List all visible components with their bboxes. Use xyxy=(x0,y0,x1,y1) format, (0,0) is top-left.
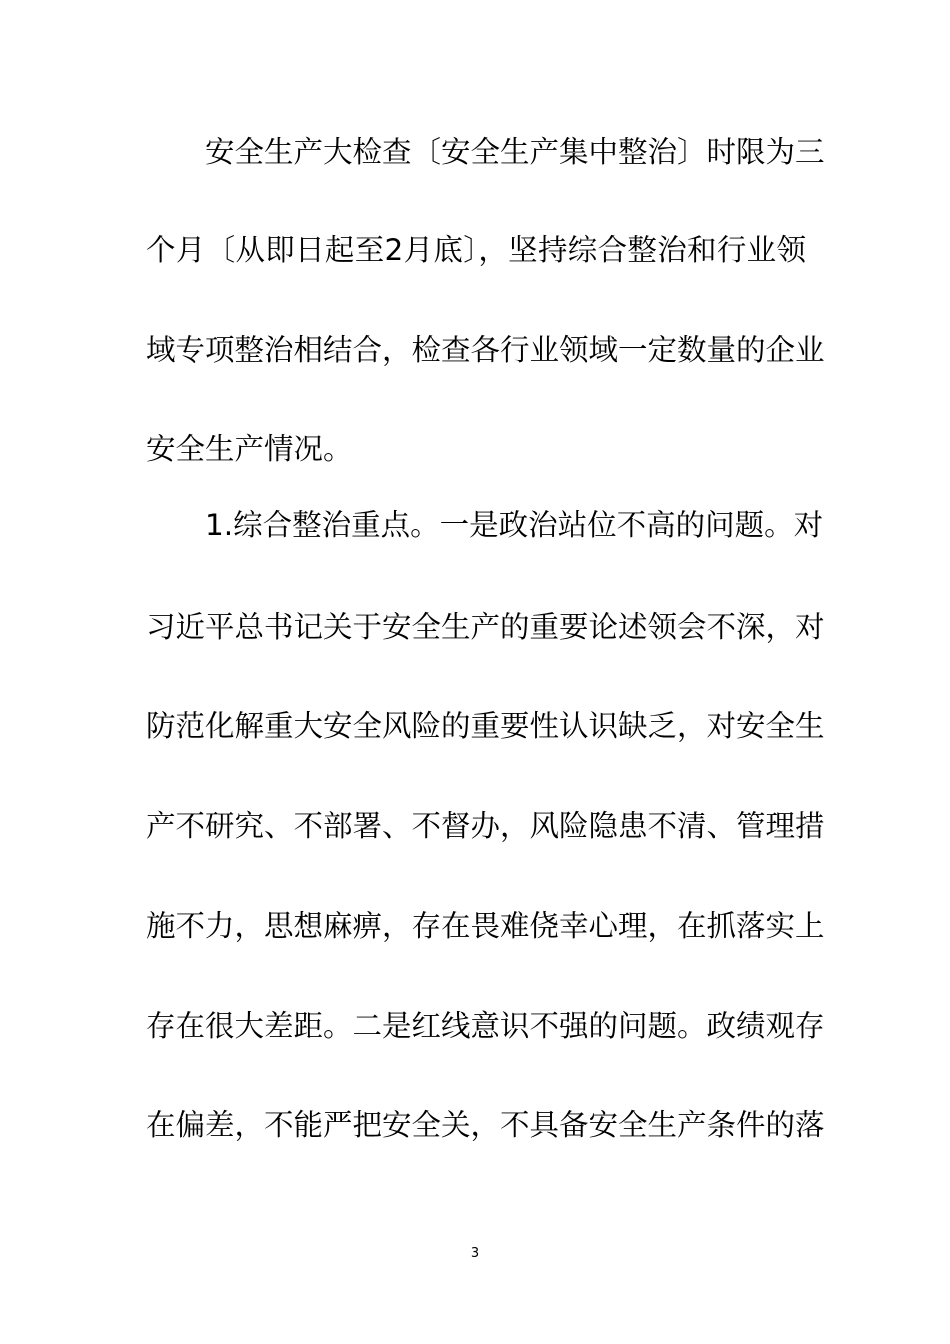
paragraph-line: 防范化解重大安全风险的重要性认识缺乏，对安全生 xyxy=(146,709,825,743)
paragraph-line: 在偏差，不能严把安全关，不具备安全生产条件的落 xyxy=(146,1108,825,1142)
paragraph-line: 习近平总书记关于安全生产的重要论述领会不深，对 xyxy=(146,610,825,644)
paragraph-line: 域专项整治相结合，检查各行业领域一定数量的企业 xyxy=(146,333,825,367)
paragraph-line: 个月〔从即日起至2月底〕，坚持综合整治和行业领 xyxy=(146,233,806,267)
paragraph-line: 产不研究、不部署、不督办，风险隐患不清、管理措 xyxy=(146,809,825,843)
paragraph-line: 存在很大差距。二是红线意识不强的问题。政绩观存 xyxy=(146,1009,825,1043)
paragraph-line: 安全生产情况。 xyxy=(146,432,353,466)
paragraph-line: 1.综合整治重点。一是政治站位不高的问题。对 xyxy=(205,508,824,542)
paragraph-line: 施不力，思想麻痹，存在畏难侥幸心理，在抓落实上 xyxy=(146,909,825,943)
page-number: 3 xyxy=(470,1246,480,1261)
paragraph-line: 安全生产大检查〔安全生产集中整治〕时限为三 xyxy=(205,135,825,169)
